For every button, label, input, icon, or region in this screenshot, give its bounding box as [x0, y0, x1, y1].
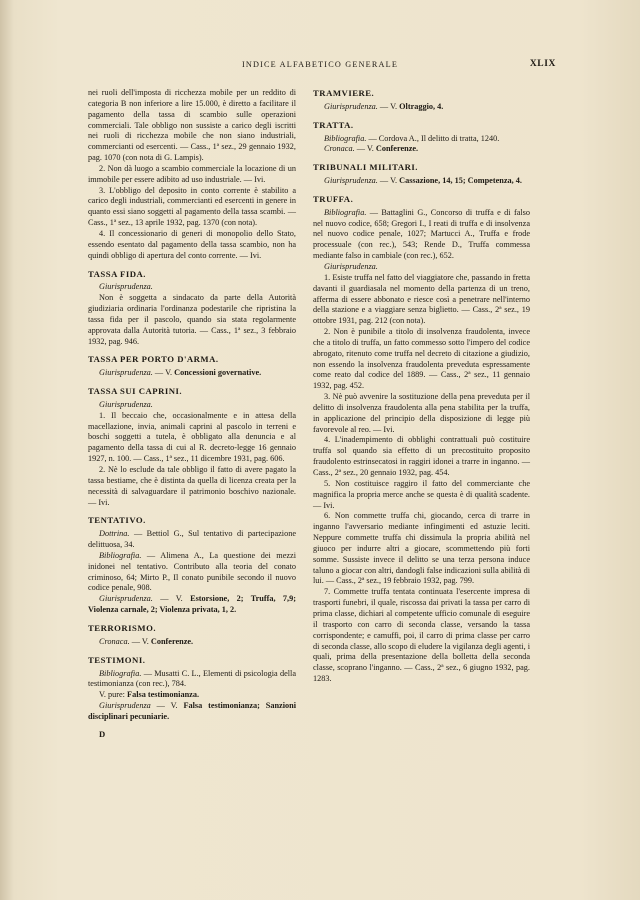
dash: — V. [129, 636, 151, 646]
section-label: Bibliografia. [99, 550, 142, 560]
entry-text: Non è soggetta a sindacato da parte della Autorità giudiziaria ordinaria l'ordinanza podestarile che ripristina la tassa fida per il pascolo, quando sia stata regolarmente approvata dalla Autorità tutoria. — Cass., 1ª sez., 3 febbraio 1932, pag. 946. [88, 293, 296, 346]
entry-item: 6. Non commette truffa chi, giocando, cerca di trarre in inganno l'avversario mediante infingimenti ed astuzie leciti. Neppure commette truffa chi dissimula la propria abilità nel giuoco per indurre altri a giocare, scommettendo più forti somme. Sussiste invece il delitto se una terza persona induce taluno a giocar con altri, dandogli false indicazioni sulla abilità di lui. — Cass., 2ª sez., 19 febbraio 1932, pag. 799. [313, 511, 530, 586]
section-label: Giurisprudenza. [99, 594, 153, 604]
entry-line [88, 551, 296, 594]
cross-reference: Falsa testimonianza; Sanzioni disciplinari pecuniarie. [88, 701, 296, 721]
section-label: Giurisprudenza. [99, 368, 153, 378]
entry-line [313, 102, 530, 113]
section-label: Giurisprudenza. [324, 261, 378, 271]
entry-line [313, 134, 530, 145]
dash: — V. [354, 144, 376, 154]
entry-item: 7. Commette truffa tentata continuata l'esercente impresa di trasporti funebri, il quale, riscossa dai privati la tassa per carro di prima classe, dichiari al competente ufficio comunale di eseguire il trasporto con carro di seconda classe, versando la tassa corrispondente; e camuffi, poi, il carro di prima classe per carro di seconda classe, allo scopo di eludere la vigilanza degli agenti, i quali, prima della presentazione della bolletta della seconda classe, scoprano l'inganno. — Cass., 2ª sez., 6 giugno 1932, pag. 1283. [313, 587, 530, 684]
cross-reference: Falsa testimonianza. [127, 690, 200, 700]
entry-item: 1. Esiste truffa nel fatto del viaggiatore che, passando in fretta davanti il guardiasala nel momento della partenza di un treno, afferma di essere abbonato e riesce così a penetrare nell'interno della stazione e a viaggiare senza biglietto. — Cass., 2ª sez., 19 ottobre 1931, pag. 212 (con nota). [313, 272, 530, 326]
section-label: Giurisprudenza. [99, 282, 153, 292]
section-label: Bibliografia. [324, 207, 367, 217]
signature-mark: D [99, 728, 106, 739]
entry-text: — Alimena A., La questione dei mezzi inidonei nel tentativo. Contributo alla teoria del conato criminoso, 64; Mirto P., Il conato punibile secondo il nuovo codice penale, 908. [88, 550, 296, 593]
entry-item: 3. Nè può avvenire la sostituzione della pena preveduta per il delitto di insolvenza fraudolenta alla pena stabilita per la truffa, in applicazione del principio della disposizione di legge più favorevole al reo. — Ivi. [313, 392, 530, 434]
entry-text: — Cordova A., Il delitto di tratta, 1240. [366, 133, 500, 143]
cross-reference: Conferenze. [375, 144, 419, 154]
intro-paragraph: 2. Non dà luogo a scambio commerciale la locazione di un immobile per essere adibito ad uso industriale. — Ivi. [88, 163, 296, 184]
section-label: Cronaca. [99, 636, 130, 646]
dash: — V. [152, 368, 175, 378]
entry-line [313, 144, 530, 155]
entry-item: 1. Il beccaio che, occasionalmente e in attesa della macellazione, invia, animali caprini al pascolo in terreni e boschi soggetti a tutela, è obbligato alla denuncia e al pagamento della tassa di cui al R. decreto-legge 16 gennaio 1927, n. 100. — Cass., 1ª sez., 11 dicembre 1931, pag. 606. [88, 410, 296, 464]
section-label: Giurisprudenza. [324, 101, 378, 111]
section-label: Bibliografia. [324, 133, 367, 143]
entry-line [313, 208, 530, 262]
entry-item: 2. Non è punibile a titolo di insolvenza fraudolenta, invece che a titolo di truffa, un fatto commesso sotto l'impero del codice abrogato, ritenuto come truffa nel decreto di citazione a giudizio, non essendo la insolvenza fraudolenta preveduta espressamente come reato dal codice del 1889. — Cass., 2ª sez., 11 gennaio 1932, pag. 452. [313, 327, 530, 391]
entry-line [88, 594, 296, 616]
entry-heading-terrorismo: TERRORISMO. [88, 622, 157, 633]
dash: — V. [377, 176, 400, 186]
entry-line [88, 637, 296, 648]
intro-paragraph: 3. L'obbligo del deposito in conto corrente è stabilito a carico degli industriali, commercianti ed esercenti in genere in quanto essi siano soggetti al pagamento della tassa scambi. — Cass., 1ª sez., 13 aprile 1932, pag. 1370 (con nota). [88, 185, 296, 228]
entry-line [88, 368, 296, 379]
entry-text: — Battaglini G., Concorso di truffa e di falso nel nuovo codice, 658; Gregori I., I reati di truffa e di insolvenza nel nuovo codice penale, 1027; Martucci A., Truffa e frode processuale (con rec.), 543; Rende D., Truffa commessa mediante falso in cambiale (con rec.), 652. [313, 207, 530, 261]
dash: — V. [377, 101, 400, 111]
entry-heading-tassa-fida: TASSA FIDA. [88, 268, 146, 279]
entry-heading-tassa-caprini: TASSA SUI CAPRINI. [88, 386, 183, 397]
cross-reference: Estorsione, 2; Truffa, 7,9; Violenza carnale, 2; Violenza privata, 1, 2. [88, 594, 296, 615]
intro-paragraph: nei ruoli dell'imposta di ricchezza mobile per un reddito di categoria B non inferiore a lire 15.000, è diretto a facilitare il pagamento della tassa di scambio sulle operazioni commerciali. Tale obbligo non sussiste a carico degli iscritti nei ruoli di ricchezza mobile che non siano industriali, commercianti od esercenti. — Cass., 1ª sez., 29 gennaio 1932, pag. 1070 (con nota di G. Lampis). [88, 88, 296, 163]
entry-line [313, 176, 530, 187]
entry-line [88, 529, 296, 551]
entry-item: 4. L'inadempimento di obblighi contrattuali può costituire truffa sol quando sia effetto di un precostituito proposito fraudolento estrinsecatosi in raggiri idonei a trarre in inganno. — Cass., 2ª sez., 20 gennaio 1932, pag. 454. [313, 435, 530, 477]
entry-heading-tassa-porto-arma: TASSA PER PORTO D'ARMA. [88, 354, 219, 365]
entry-text: — Bettiol G., Sul tentativo di partecipazione delittuosa, 34. [88, 529, 296, 550]
intro-paragraph: 4. Il concessionario di generi di monopolio dello Stato, essendo esentato dal pagamento della tassa scambio, non ha quindi obbligo di apertura del conto corrente. — Ivi. [88, 228, 296, 260]
entry-heading-tramviere: TRAMVIERE. [313, 88, 375, 98]
section-label: Giurisprudenza. [99, 399, 153, 409]
entry-heading-truffa: TRUFFA. [313, 193, 354, 204]
cross-reference: Concessioni governative. [174, 368, 262, 378]
dash: — V. [150, 701, 184, 711]
entry-heading-tratta: TRATTA. [313, 119, 354, 130]
entry-heading-tribunali-militari: TRIBUNALI MILITARI. [313, 162, 418, 173]
page-number: XLIX [529, 59, 556, 69]
entry-item: 2. Nè lo esclude da tale obbligo il fatto di avere pagato la tassa bestiame, che è distinta da quella di licenza creata per la necessità di salvaguardare il patrimonio boschivo nazionale. — Ivi. [88, 465, 296, 507]
cross-reference: Conferenze. [150, 636, 194, 646]
section-label: Bibliografia. [99, 668, 142, 678]
section-label: Giurisprudenza. [324, 176, 378, 186]
entry-item: 5. Non costituisce raggiro il fatto del commerciante che magnifica la propria merce anche se questa è di qualità scadente. — Ivi. [313, 478, 530, 510]
section-label: Giurisprudenza [99, 701, 151, 711]
cross-reference: Cassazione, 14, 15; Competenza, 4. [399, 176, 522, 186]
entry-heading-tentativo: TENTATIVO. [88, 515, 146, 526]
dash: — V. [152, 594, 191, 604]
running-header [0, 60, 640, 74]
entry-line [88, 669, 296, 691]
section-label: V. pure: [99, 690, 128, 700]
right-column [313, 88, 530, 685]
section-label: Dottrina. [99, 529, 130, 539]
header-title: INDICE ALFABETICO GENERALE [241, 60, 399, 69]
cross-reference: Oltraggio, 4. [399, 101, 444, 111]
left-column [88, 88, 296, 740]
entry-line [88, 701, 296, 723]
entry-text: — Musatti C. L., Elementi di psicologia della testimonianza (con rec.), 784. [88, 668, 296, 689]
section-label: Cronaca. [324, 144, 355, 154]
entry-heading-testimoni: TESTIMONI. [88, 654, 146, 665]
entry-line [88, 690, 296, 701]
